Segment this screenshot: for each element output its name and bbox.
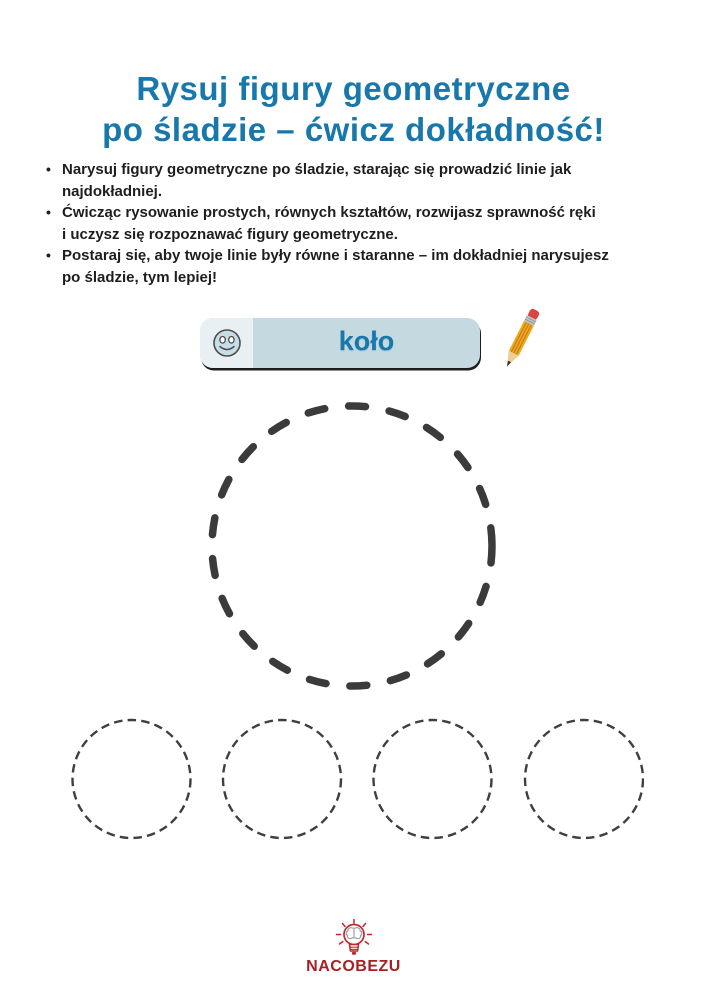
small-trace-circle [223,720,341,838]
instruction-text: najdokładniej. [62,182,163,200]
smiley-face-icon [211,327,243,359]
small-trace-circle [525,720,643,838]
small-trace-circle [73,720,191,838]
shape-label: koło [338,326,395,356]
brand-name: NACOBEZU [306,958,401,975]
lightbulb-brain-icon [331,918,377,960]
instruction-item [46,245,668,288]
page-title-line-1: Rysuj figury geometryczne [136,70,571,108]
shape-card-icon-panel [200,318,253,368]
instruction-text: • Ćwicząc rysowanie prostych, równych kształtów, rozwijasz sprawność ręki [62,204,596,221]
large-trace-circle [204,398,500,694]
small-trace-circle [374,720,492,838]
instruction-text: po śladzie, tym lepiej! [62,268,218,286]
instruction-item [46,202,668,245]
page-title-line-2: po śladzie – ćwicz dokładność! [102,111,605,149]
instructions-list [46,159,668,288]
shape-name-card [200,318,480,368]
pencil-icon [492,303,550,379]
instruction-text: • Postaraj się, aby twoje linie były równe i staranne – im dokładniej narysujesz [62,247,609,264]
instruction-item [46,159,668,202]
instruction-text: • Narysuj figury geometryczne po śladzie, starając się prowadzić linie jak [62,161,572,178]
instruction-text: i uczysz się rozpoznawać figury geometryczne. [62,225,398,243]
small-trace-circles [66,714,644,844]
page-title [0,68,707,150]
